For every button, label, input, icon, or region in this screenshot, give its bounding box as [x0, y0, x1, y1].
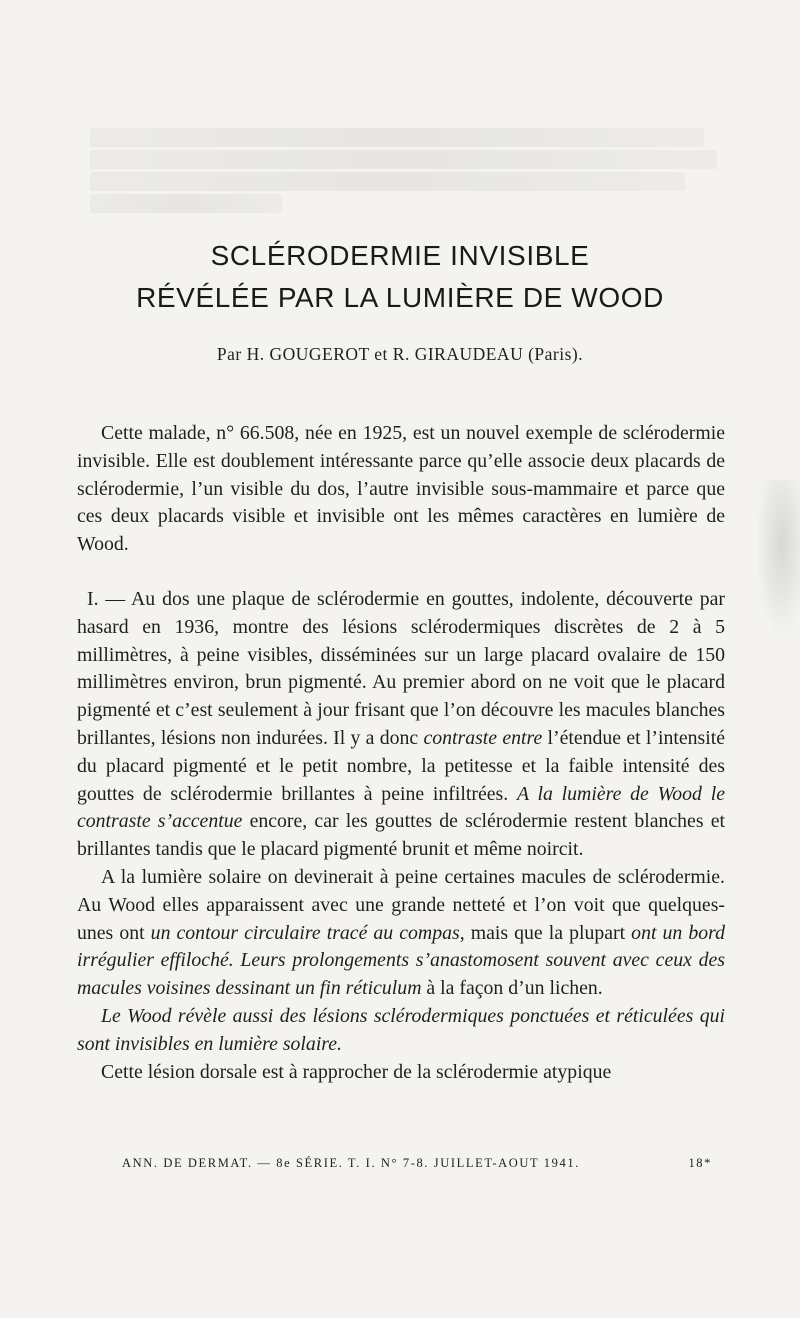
paragraph-dorsal-lesion: Cette lésion dorsale est à rapprocher de la sclérodermie atypique	[101, 1060, 612, 1083]
journal-citation: ANN. DE DERMAT. — 8e SÉRIE. T. I. N° 7-8. JUILLET-AOUT 1941.	[122, 1156, 580, 1170]
margin-stain	[755, 480, 800, 640]
paragraph-wood-reveals: Le Wood révèle aussi des lésions sclérodermiques ponctuées et réticulées qui sont invisibles en lumière solaire.	[77, 1004, 725, 1055]
article-body	[77, 420, 725, 1086]
page-footer	[122, 1156, 712, 1171]
paragraph-solar-light: A la lumière solaire on devinerait à peine certaines macules de sclérodermie. Au Wood elles apparaissent avec une grande netteté et l’on voit que quelques-unes ont un contour circulaire tracé au compas, mais que la plupart ont un bord irrégulier effiloché. Leurs prolongements s’anastomosent souvent avec ceux des macules voisines dessinant un fin réticulum à la façon d’un lichen.	[77, 865, 725, 1000]
article-title-line-1: SCLÉRODERMIE INVISIBLE	[210, 240, 590, 271]
paragraph-section-1: I. — Au dos une plaque de sclérodermie en gouttes, indolente, découverte par hasard en 1936, montre des lésions sclérodermiques discrètes de 2 à 5 millimètres, à peine visibles, disséminées sur un large placard ovalaire de 150 millimètres environ, brun pigmenté. Au premier abord on ne voit que le placard pigmenté et c’est seulement à jour frisant que l’on découvre les macules blanches brillantes, lésions non indurées. Il y a donc contraste entre l’étendue et l’intensité du placard pigmenté et le petit nombre, la petitesse et la faible intensité des gouttes de sclérodermie brillantes à peine infiltrées. A la lumière de Wood le contraste s’accentue encore, car les gouttes de sclérodermie restent blanches et brillantes tandis que le placard pigmenté brunit et même noircit.	[77, 587, 725, 861]
bleed-through-text	[90, 128, 730, 216]
page-number: 18*	[688, 1156, 712, 1170]
author-byline: Par H. GOUGEROT et R. GIRAUDEAU (Paris).	[216, 344, 584, 364]
paragraph-intro: Cette malade, n° 66.508, née en 1925, est un nouvel exemple de sclérodermie invisible. Elle est doublement intéressante parce qu’elle associe deux placards de sclérodermie, l’un visible du dos, l’autre invisible sous-mammaire et parce que ces deux placards visible et invisible ont les mêmes caractères en lumière de Wood.	[77, 422, 725, 556]
article-title-line-2: RÉVÉLÉE PAR LA LUMIÈRE DE WOOD	[136, 282, 664, 313]
